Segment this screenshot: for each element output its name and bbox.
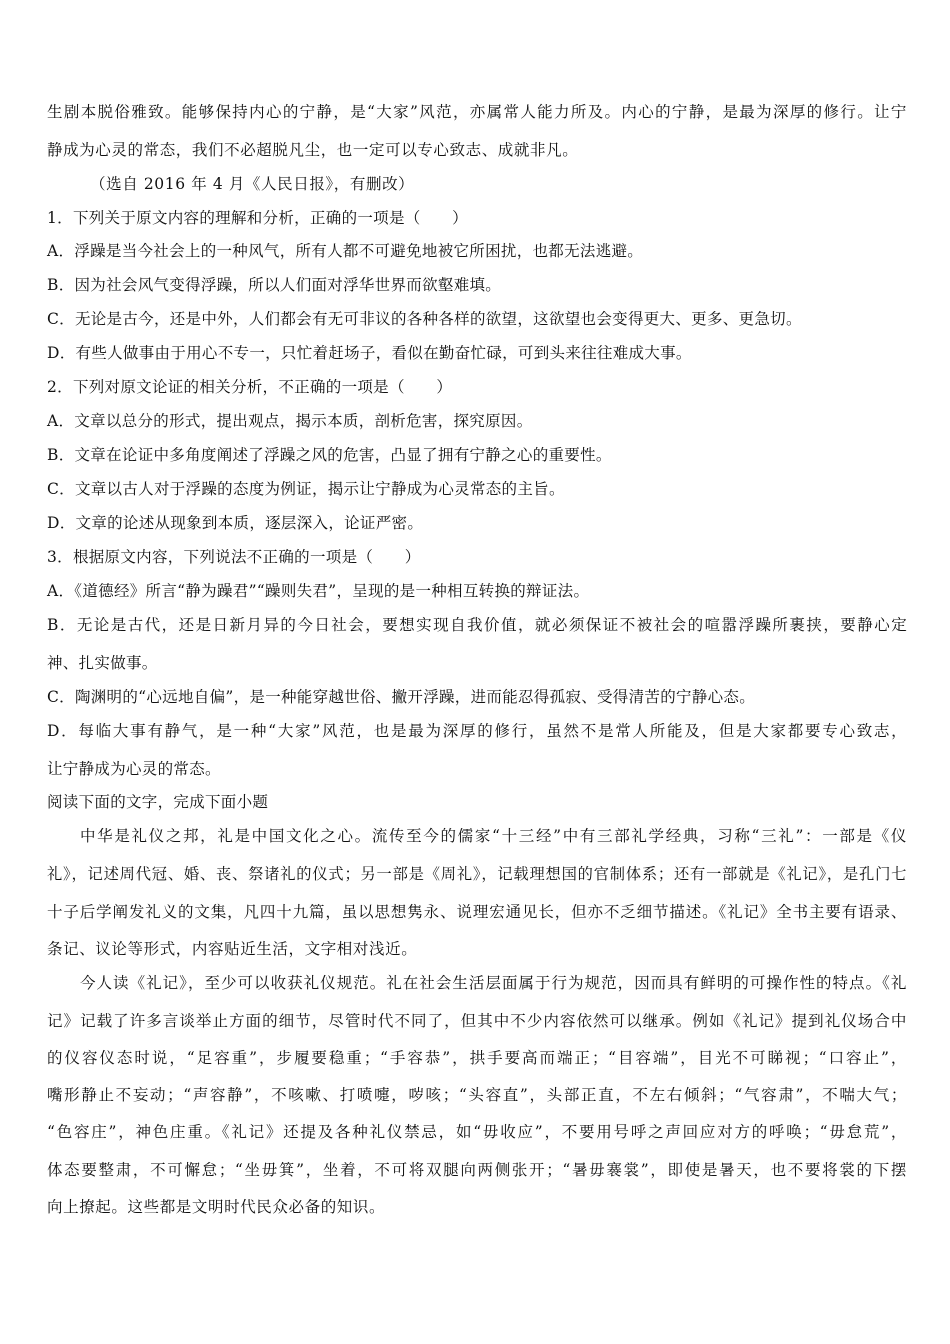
passage2-para1-line: 十子后学阐发礼义的文集，凡四十九篇，虽以思想隽永、说理宏通见长，但亦不乏细节描述。《礼记》全书主要有语录、 — [47, 903, 907, 921]
question-2-option-b: B．文章在论证中多角度阐述了浮躁之风的危害，凸显了拥有宁静之心的重要性。 — [47, 446, 612, 464]
passage1-text-line: 静成为心灵的常态，我们不必超脱凡尘，也一定可以专心致志、成就非凡。 — [47, 141, 579, 159]
passage2-para1-line: 礼》，记述周代冠、婚、丧、祭诸礼的仪式；另一部是《周礼》，记载理想国的官制体系；还有一部就是《礼记》，是孔门七 — [47, 865, 907, 883]
question-1-option-a: A．浮躁是当今社会上的一种风气，所有人都不可避免地被它所困扰，也都无法逃避。 — [47, 242, 644, 260]
question-2-stem: 2．下列对原文论证的相关分析，不正确的一项是（ ） — [47, 378, 453, 396]
question-3-stem: 3．根据原文内容，下列说法不正确的一项是（ ） — [47, 548, 421, 566]
question-1-option-b: B．因为社会风气变得浮躁，所以人们面对浮华世界而欲壑难填。 — [47, 276, 502, 294]
passage1-text-line: 生剧本脱俗雅致。能够保持内心的宁静，是“大家”风范，亦属常人能力所及。内心的宁静，是最为深厚的修行。让宁 — [47, 103, 907, 121]
passage2-para2-line: 今人读《礼记》，至少可以收获礼仪规范。礼在社会生活层面属于行为规范，因而具有鲜明的可操作性的特点。《礼 — [80, 974, 907, 992]
passage1-source: （选自 2016 年 4 月《人民日报》，有删改） — [90, 175, 415, 193]
question-3-option-d-cont: 让宁静成为心灵的常态。 — [47, 760, 221, 778]
passage2-para2-line: 嘴形静止不妄动；“声容静”，不咳嗽、打喷嚏，哕咳；“头容直”，头部正直，不左右倾斜；“气容肃”，不喘大气； — [47, 1086, 907, 1104]
question-3-option-b: B．无论是古代，还是日新月异的今日社会，要想实现自我价值，就必须保证不被社会的喧嚣浮躁所裹挟，要静心定 — [47, 616, 907, 634]
question-2-option-a: A．文章以总分的形式，提出观点，揭示本质，剖析危害，探究原因。 — [47, 412, 533, 430]
passage2-para2-line: 向上撩起。这些都是文明时代民众必备的知识。 — [47, 1198, 386, 1216]
passage2-para1-line: 条记、议论等形式，内容贴近生活，文字相对浅近。 — [47, 940, 418, 958]
question-2-option-d: D．文章的论述从现象到本质，逐层深入，论证严密。 — [47, 514, 424, 532]
question-1-option-d: D．有些人做事由于用心不专一，只忙着赶场子，看似在勤奋忙碌，可到头来往往难成大事。 — [47, 344, 692, 362]
passage2-para2-line: 体态要整肃，不可懈怠；“坐毋箕”，坐着，不可将双腿向两侧张开；“暑毋褰裳”，即使是暑天，也不要将裳的下摆 — [47, 1161, 907, 1179]
question-3-option-b-cont: 神、扎实做事。 — [47, 654, 158, 672]
question-1-option-c: C．无论是古今，还是中外，人们都会有无可非议的各种各样的欲望，这欲望也会变得更大、更多、更急切。 — [47, 310, 802, 328]
passage2-para1-line: 中华是礼仪之邦，礼是中国文化之心。流传至今的儒家“十三经”中有三部礼学经典，习称“三礼”：一部是《仪 — [80, 827, 907, 845]
passage2-para2-line: 记》记载了许多言谈举止方面的细节，尽管时代不同了，但其中不少内容依然可以继承。例如《礼记》提到礼仪场合中 — [47, 1012, 907, 1030]
passage2-para2-line: 的仪容仪态时说，“足容重”，步履要稳重；“手容恭”，拱手要高而端正；“目容端”，目光不可睇视；“口容止”， — [47, 1049, 907, 1067]
question-2-option-c: C．文章以古人对于浮躁的态度为例证，揭示让宁静成为心灵常态的主旨。 — [47, 480, 565, 498]
question-3-option-a: A．《道德经》所言“静为躁君”“躁则失君”，呈现的是一种相互转换的辩证法。 — [47, 582, 590, 600]
question-3-option-d: D．每临大事有静气，是一种“大家”风范，也是最为深厚的修行，虽然不是常人所能及，但是大家都要专心致志， — [47, 722, 907, 740]
question-1-stem: 1．下列关于原文内容的理解和分析，正确的一项是（ ） — [47, 209, 468, 227]
passage2-para2-line: “色容庄”，神色庄重。《礼记》还提及各种礼仪禁忌，如“毋收应”，不要用号呼之声回应对方的呼唤；“毋怠荒”， — [47, 1123, 907, 1141]
question-3-option-c: C．陶渊明的“心远地自偏”，是一种能穿越世俗、撇开浮躁，进而能忍得孤寂、受得清苦的宁静心态。 — [47, 688, 756, 706]
passage2-instruction: 阅读下面的文字，完成下面小题 — [47, 793, 269, 811]
